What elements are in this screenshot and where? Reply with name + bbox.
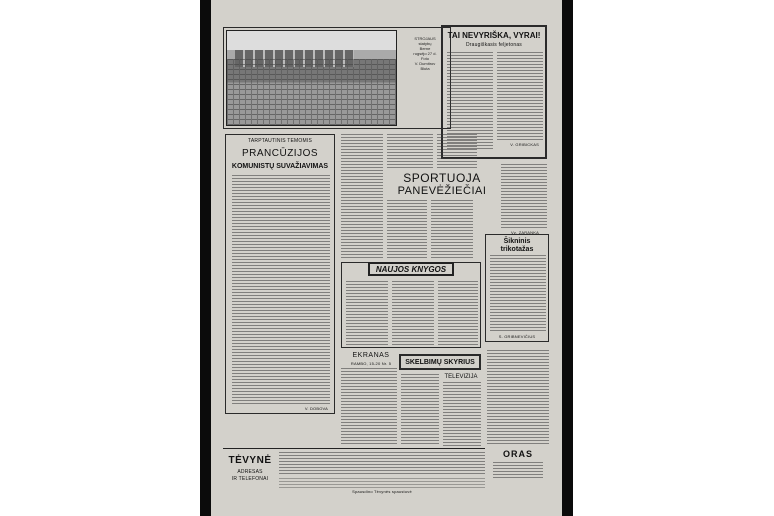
ekranas-title: EKRANAS [352, 352, 390, 359]
photo-image [226, 30, 397, 126]
scan-right-edge [562, 0, 573, 516]
weather-title: ORAS [502, 449, 533, 459]
tv-title: TELEVIZIJA [444, 374, 478, 380]
ads-title: SKELBIMŲ SKYRIUS [405, 359, 475, 366]
newspaper-page [211, 0, 562, 516]
knitwear-title-2: trikotažas [500, 246, 534, 253]
books-col-2 [392, 281, 434, 345]
books-col-1 [346, 281, 388, 345]
intl-title-1: PRANCŪZIJOS [241, 148, 319, 159]
sports-col-1 [387, 200, 427, 258]
sports-title-1: SPORTUOJA [403, 171, 481, 185]
knitwear-title-1: Šikninis [503, 238, 531, 245]
mid-col-3-top [437, 134, 477, 170]
right-col-mid [501, 164, 547, 230]
masthead-info [279, 452, 485, 474]
weather-body [493, 462, 543, 480]
masthead-info-2 [279, 478, 485, 488]
feuilleton-title: TAI NEVYRIŠKA, VYRAI! [447, 31, 541, 40]
knitwear-body [490, 255, 546, 333]
feuilleton-col-2 [497, 52, 543, 140]
ekranas-listing [341, 368, 397, 446]
intl-title-2: KOMUNISTŲ SUVAŽIAVIMAS [231, 163, 329, 170]
photo-caption: STROJAUS statybų Berne rugsėjo 27 d. Foto V. Dumitrov Bluta [413, 36, 437, 71]
knitwear-box [485, 234, 549, 342]
footer-printer: Spausdino Tėvynės spaustuvė [352, 489, 412, 494]
knitwear-signature: S. GRIBNEVIČIUS [498, 334, 536, 339]
mid-col-2-top [387, 134, 433, 170]
ads-col-1 [401, 374, 439, 446]
intl-signature: V. DOBOVA [304, 406, 328, 411]
right-col-bottom [487, 350, 549, 446]
tv-listing [443, 382, 481, 446]
feuilleton-subtitle: Draugiškasis feljetonas [465, 42, 522, 48]
ekranas-subtitle: RAMBO, 15-20 Nr. 5 [350, 361, 392, 366]
books-title: NAUJOS KNYGOS [375, 265, 447, 274]
masthead-title: TĖVYNĖ [228, 455, 272, 466]
books-box [341, 262, 481, 348]
mid-col-1 [341, 134, 383, 260]
masthead-line3: IR TELEFONAI [231, 476, 269, 482]
masthead-line2: ADRESAS [237, 469, 263, 475]
photo-block [223, 27, 451, 129]
feuilleton-signature: V. GRIBICKAS [510, 142, 539, 147]
books-title-frame [368, 262, 454, 276]
intl-kicker: TARPTAUTINIS TEMOMIS [247, 138, 312, 144]
sports-signature: Vz. ZARANKA [511, 230, 539, 235]
books-col-3 [438, 281, 478, 345]
ads-title-frame [399, 354, 481, 370]
scan-left-edge [200, 0, 211, 516]
intl-article [225, 134, 335, 414]
sports-col-2 [431, 200, 473, 258]
sports-title-2: PANEVĖŽIEČIAI [397, 185, 487, 197]
intl-body [232, 175, 330, 405]
masthead-rule [223, 448, 485, 449]
